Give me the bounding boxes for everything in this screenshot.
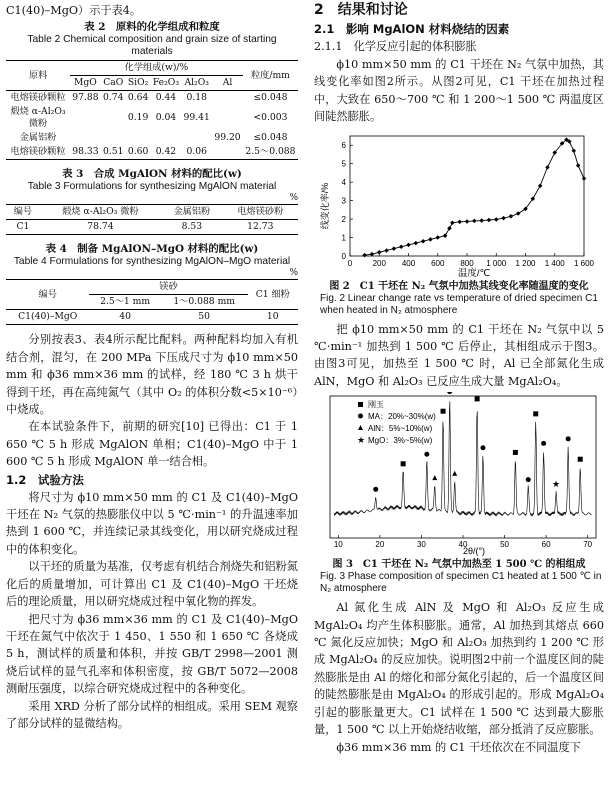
table-cell: 0.51 xyxy=(101,145,126,160)
table2-comp: Al xyxy=(212,76,243,91)
fig3-xtick-label: 40 xyxy=(458,540,468,550)
fig2-ytick-label: 1 xyxy=(341,233,346,243)
fig3-peak-marker-corundum xyxy=(475,397,480,402)
table-cell: C1(40)–MgO xyxy=(6,310,89,325)
legend-entry: MgO：3%~5%(w) xyxy=(368,436,433,446)
fig2-xtick-label: 1 200 xyxy=(515,258,536,268)
fig3-xtick-label: 50 xyxy=(500,540,510,550)
table-cell xyxy=(70,105,101,131)
table-cell: 97.88 xyxy=(72,92,99,104)
fig2-data-point xyxy=(509,214,514,219)
table-header: 电熔镁砂粉 xyxy=(223,205,298,220)
fig2-data-point xyxy=(450,220,455,225)
table4-title-cn: 表 4 制备 MgAlON–MgO 材料的配比(w) xyxy=(45,243,259,256)
fig2-data-point xyxy=(465,219,470,224)
legend-entry: 刚玉 xyxy=(368,400,384,410)
table-cell xyxy=(151,131,182,145)
fig3-peak-marker-mgo: ★ xyxy=(552,479,561,490)
fig2-axes xyxy=(350,136,584,256)
table-row xyxy=(6,220,298,235)
table-cell: 99.41 xyxy=(183,112,210,124)
table-header: 编号 xyxy=(6,205,40,220)
table2-title-cn: 表 2 原料的化学组成和粒度 xyxy=(84,21,220,34)
table2-comp: Fe₂O₃ xyxy=(151,76,182,91)
paragraph: 把尺寸为 ϕ36 mm×36 mm 的 C1 及 C1(40)–MgO 干坯在氮气中依次于 1 450、1 550 和 1 650 ℃ 各烧成 5 h，测试样的质量和体积，并按 GB/T 2998—2001 测烧后试样的显气孔率和体积密度，按 GB/T 5072—2008 测耐压强度，以综合研究烧成过程中的各种变化。 xyxy=(6,612,298,696)
table-cell: 0.06 xyxy=(181,145,212,160)
table-cell: 8.53 xyxy=(161,220,223,235)
table-header: C1 细粉 xyxy=(248,280,298,310)
table4-title-en: Table 4 Formulations for synthesizing MgAlON–MgO material xyxy=(13,256,291,268)
table-cell: 98.33 xyxy=(70,145,101,160)
fig2-caption-cn: 图 2 C1 干坯在 N₂ 气氛中加热其线变化率随温度的变化 xyxy=(329,280,589,292)
table3-unit: % xyxy=(289,193,298,204)
table-cell: 10 xyxy=(248,310,298,325)
table-cell: 50 xyxy=(161,310,248,325)
fig2-data-point xyxy=(447,226,452,231)
table2-comp: MgO xyxy=(70,76,101,91)
fig2-data-point xyxy=(399,244,404,249)
paragraph: ϕ10 mm×50 mm 的 C1 干坯在 N₂ 气氛中加热，其线变化率如图2所示。从图2可见，C1 干坯在加热过程中，大致在 650～700 ℃ 和 1 200～1 500 ℃ 两温度区间陡然膨胀。 xyxy=(314,58,604,124)
fig2-data-point xyxy=(392,246,397,251)
table-header: 煅烧 α-Al₂O₃ 微粉 xyxy=(40,205,161,220)
table-header: 镁砂 xyxy=(89,280,247,295)
table-cell xyxy=(126,131,151,145)
table-cell: 0.44 xyxy=(155,92,177,104)
fig2-data-point xyxy=(545,165,550,170)
fig3-chart xyxy=(314,392,604,558)
table2-col-material: 原料 xyxy=(6,61,70,91)
fig3-peak-marker-ma xyxy=(480,446,485,451)
fig3-peak-marker-corundum xyxy=(533,412,538,417)
paragraph: 把 ϕ10 mm×50 mm 的 C1 干坯在 N₂ 气氛中以 5 ℃·min⁻¹ 加热到 1 500 ℃ 后停止，其相组成示于图3。由图3可见，加热至 1 500 ℃ 时，Al 已全部氮化生成 AlN，MgO 和 Al₂O₃ 已反应生成大量 MgAl₂O₄。 xyxy=(314,322,604,388)
section-heading: 2 结果和讨论 xyxy=(314,2,408,18)
table2-title-en: Table 2 Chemical composition and grain size of starting materials xyxy=(27,34,277,58)
table-row xyxy=(6,105,298,131)
fig2-xtick-label: 1 000 xyxy=(486,258,507,268)
fig3-xtick-label: 60 xyxy=(541,540,551,550)
table-header: 2.5～1 mm xyxy=(89,295,160,310)
table-cell xyxy=(212,91,243,106)
fig2-data-point xyxy=(479,218,484,223)
fig2-data-point xyxy=(472,218,477,223)
table-cell xyxy=(101,131,126,145)
fig2-data-point xyxy=(384,248,389,253)
fig2-ytick-label: 3 xyxy=(341,196,346,206)
table-cell: 40 xyxy=(89,310,160,325)
table2-col-group: 化学组成(w)/% xyxy=(70,61,243,76)
table-cell: <0.003 xyxy=(253,112,288,124)
paragraph: ϕ36 mm×36 mm 的 C1 干坯依次在不同温度下 xyxy=(336,740,581,754)
paragraph: 采用 XRD 分析了部分试样的相组成。采用 SEM 观察了部分试样的显微结构。 xyxy=(6,699,298,730)
fig3-peak-marker-ma xyxy=(373,487,378,492)
table-cell xyxy=(212,145,243,160)
table-cell: 金属铝粉 xyxy=(19,132,57,144)
fig2-data-point xyxy=(487,217,492,222)
fig2-data-point xyxy=(501,216,506,221)
fig2-ticks xyxy=(342,141,595,268)
fig2-ytick-label: 5 xyxy=(341,159,346,169)
fig2-chart xyxy=(314,128,604,280)
fig2-xtick-label: 400 xyxy=(401,258,416,268)
table-cell: 0.04 xyxy=(155,112,177,124)
fig3-peak-marker-corundum xyxy=(513,450,518,455)
table-cell: 0.18 xyxy=(186,92,207,104)
table-cell: 99.20 xyxy=(214,132,241,144)
table-cell: 电熔镁砂颗粒 xyxy=(6,145,70,160)
fig2-data-point xyxy=(421,239,426,244)
table-cell: ≤0.048 xyxy=(253,92,288,104)
table4-unit: % xyxy=(289,268,298,279)
fig3-legend xyxy=(357,399,436,445)
fig2-ytick-label: 6 xyxy=(341,140,346,150)
legend-triangle-icon xyxy=(358,425,363,430)
table-row xyxy=(6,310,298,325)
table-header: 1～0.088 mm xyxy=(161,295,248,310)
paragraph: 分别按表3、表4所示配比配料。两种配料均加入有机结合剂，混匀，在 200 MPa 下压成尺寸为 ϕ10 mm×50 mm 和 ϕ36 mm×36 mm 的试样，经 180 ℃ 3 h 烘干得到干坯，再在高纯氮气（其中 O₂ 的体积分数<5×10⁻⁶）中烧成。 xyxy=(6,333,298,417)
fig2-data-point xyxy=(516,211,521,216)
legend-entry: AlN：5%~10%(w) xyxy=(368,424,433,434)
table-row xyxy=(6,131,298,145)
table2-comp: Al₂O₃ xyxy=(181,76,212,91)
table-cell: 0.64 xyxy=(127,92,149,104)
intro-line: C1(40)–MgO）示于表4。 xyxy=(6,4,142,17)
table3 xyxy=(6,204,298,235)
fig3-peak-marker-ma xyxy=(526,477,531,482)
fig2-data-point xyxy=(435,235,440,240)
fig2-data-point xyxy=(362,252,367,257)
fig2-xtick-label: 600 xyxy=(431,258,445,268)
left-column xyxy=(6,0,298,732)
legend-entry: MA：20%~30%(w) xyxy=(368,412,436,422)
table-row xyxy=(6,145,298,160)
paragraph: 在本试验条件下，前期的研究[10] 已得出：C1 于 1 650 ℃ 5 h 形成 MgAlON 单相；C1(40)–MgO 中于 1 600 ℃ 5 h 形成 MgAlON 单一结合相。 xyxy=(6,420,298,469)
table-cell xyxy=(70,131,101,145)
right-column xyxy=(314,0,604,756)
fig2-ylabel: 线变化率/% xyxy=(320,182,330,229)
fig2-data-point xyxy=(377,250,382,255)
fig3-xlabel: 2θ/(°) xyxy=(462,546,486,557)
fig2-xlabel: 温度/℃ xyxy=(457,267,491,279)
table-row xyxy=(6,91,298,106)
fig2-xtick-label: 1 600 xyxy=(573,258,595,268)
fig2-data-point xyxy=(443,233,448,238)
fig3-peak-marker-corundum xyxy=(578,457,583,462)
fig3-peak-marker-ma xyxy=(424,452,429,457)
table-cell: C1 xyxy=(6,220,40,235)
fig2-xtick-label: 1 400 xyxy=(544,258,565,268)
table-cell xyxy=(212,105,243,131)
legend-square-icon xyxy=(358,402,363,407)
table2-comp: CaO xyxy=(101,76,126,91)
fig2-xtick-label: 200 xyxy=(372,258,386,268)
fig3-peak-marker-ma xyxy=(447,392,452,394)
table-cell: 12.73 xyxy=(223,220,298,235)
table2 xyxy=(6,60,298,160)
fig3-peak-marker-ma xyxy=(566,437,571,442)
table4 xyxy=(6,279,298,325)
fig2-ytick-label: 0 xyxy=(341,251,346,261)
fig2-caption-en: Fig. 2 Linear change rate vs temperature of dried specimen C1 when heated in N₂ atmosphere xyxy=(320,292,598,316)
fig2-data-point xyxy=(428,237,433,242)
fig2-ytick-label: 2 xyxy=(341,214,346,224)
table-cell: 2.5～0.088 xyxy=(243,145,298,160)
fig2-ytick-label: 4 xyxy=(341,177,346,187)
subsubsection-heading: 2.1.1 化学反应引起的体积膨胀 xyxy=(314,40,477,53)
subsection-heading: 2.1 影响 MgAlON 材料烧结的因素 xyxy=(314,22,510,36)
fig2-series-line xyxy=(365,139,584,254)
section-heading: 1.2 试验方法 xyxy=(6,472,84,487)
table-cell xyxy=(101,105,126,131)
table-cell: 0.42 xyxy=(151,145,182,160)
fig2-data-point xyxy=(582,176,587,181)
fig2-series xyxy=(362,137,586,257)
table-cell: 电熔镁砂颗粒 xyxy=(10,92,66,104)
paragraph: 将尺寸为 ϕ10 mm×50 mm 的 C1 及 C1(40)–MgO 干坯在 N₂ 气氛的热膨胀仪中以 5 ℃·min⁻¹ 的升温速率加热到 1 600 ℃，并连续记录其线变化，用以研究烧成过程中的体积变化。 xyxy=(6,490,298,556)
table-cell: 煅烧 α-Al₂O₃ 微粉 xyxy=(10,106,66,130)
fig2-data-point xyxy=(576,163,581,168)
table2-comp: SiO₂ xyxy=(126,76,151,91)
table-cell: ≤0.048 xyxy=(253,132,288,144)
fig3-xtick-label: 70 xyxy=(583,540,593,550)
fig2-data-point xyxy=(406,242,411,247)
fig3-peak-marker-corundum xyxy=(401,462,406,467)
fig2-frame xyxy=(350,136,584,256)
fig2-data-point xyxy=(571,148,576,153)
table-cell: 0.74 xyxy=(103,92,124,104)
fig3-peak-marker-aln xyxy=(432,475,437,480)
legend-circle-icon xyxy=(358,414,363,419)
fig3-peak-marker-aln xyxy=(452,471,457,476)
table-cell xyxy=(181,131,212,145)
fig3-xtick-label: 10 xyxy=(333,540,343,550)
table-cell: 0.60 xyxy=(126,145,151,160)
table2-col-size: 粒度/mm xyxy=(243,61,298,91)
fig3-peak-marker-ma xyxy=(541,441,546,446)
fig2-xtick-label: 800 xyxy=(460,258,474,268)
table-cell: 78.74 xyxy=(40,220,161,235)
fig2-data-point xyxy=(457,219,462,224)
fig3-caption-cn: 图 3 C1 干坯在 N₂ 气氛中加热至 1 500 ℃ 的相组成 xyxy=(332,559,586,571)
table-cell: 0.19 xyxy=(127,112,149,124)
paragraph: 以干坯的质量为基准，仅考虑有机结合剂烧失和铝粉氮化后的质量增加，可计算出 C1 及 C1(40)–MgO 干坯烧后的理论质量，用以研究烧成过程中氧化物的挥发。 xyxy=(6,560,298,609)
paragraph: Al 氮化生成 AlN 及 MgO 和 Al₂O₃ 反应生成 MgAl₂O₄ 均产生体积膨胀。通常，Al 加热到其熔点 660 ℃ 氮化反应加快；MgO 和 Al₂O₃ 加热到约 1 200 ℃ 形成 MgAl₂O₄ 的反应加快。说明图2中前一个温度区间的陡然膨胀是由 Al 的熔化和部分氮化引起的，后一个温度区间的陡然膨胀是由 MgAl₂O₄ 的形成引起的。形成 MgAl₂O₄ 引起的膨胀量更大。C1 试样在 1 500 ℃ 达到最大膨胀量，1 500 ℃ 以上开始烧结收缩，部分抵消了反应膨胀。 xyxy=(314,601,604,737)
fig2-data-point xyxy=(538,183,543,188)
table3-title-en: Table 3 Formulations for synthesizing MgAlON material xyxy=(27,181,277,193)
fig3-xtick-label: 30 xyxy=(416,540,426,550)
fig2-data-point xyxy=(494,217,499,222)
table-header: 金属铝粉 xyxy=(161,205,223,220)
legend-star-icon: ★ xyxy=(357,435,366,446)
fig2-xtick-label: 0 xyxy=(347,258,353,268)
fig2-data-point xyxy=(414,240,419,245)
fig3-xtick-label: 20 xyxy=(375,540,385,550)
fig3-peak-marker-corundum xyxy=(441,409,446,414)
table-header: 编号 xyxy=(6,280,89,310)
fig3-caption-en: Fig. 3 Phase composition of specimen C1 heated at 1 500 ℃ in N₂ atmosphere xyxy=(320,571,602,595)
table3-title-cn: 表 3 合成 MgAlON 材料的配比(w) xyxy=(62,168,242,181)
